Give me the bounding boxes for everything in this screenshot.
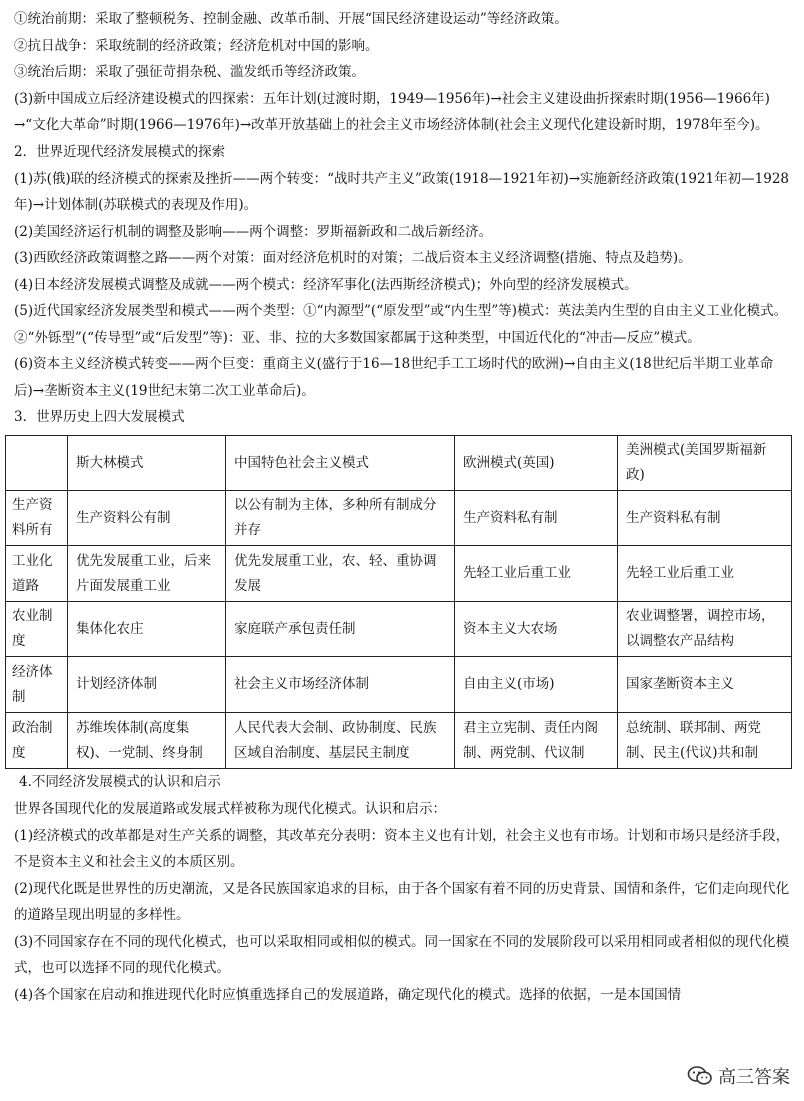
paragraph: ②抗日战争：采取统制的经济政策；经济危机对中国的影响。	[14, 37, 379, 54]
paragraph: (2)美国经济运行机制的调整及影响——两个调整：罗斯福新政和二战后新经济。	[14, 223, 493, 240]
table-cell: 家庭联产承包责任制	[226, 602, 455, 657]
table-cell: 优先发展重工业，后来片面发展重工业	[68, 546, 226, 602]
section-heading: 3．世界历史上四大发展模式	[14, 409, 185, 425]
table-header-row	[6, 436, 792, 491]
row-header-cell: 政治制度	[6, 713, 68, 769]
paragraph: (3)西欧经济政策调整之路——两个对策：面对经济危机时的对策；二战后资本主义经济调整(措施、特点及趋势)。	[14, 250, 692, 266]
paragraph: ①统治前期：采取了整顿税务、控制金融、改革币制、开展“国民经济建设运动”等经济政策。	[14, 11, 568, 27]
table-cell: 君主立宪制、责任内阁制、两党制、代议制	[455, 713, 618, 769]
paragraph: (3)新中国成立后经济建设模式的四探索：五年计划(过渡时期，1949—1956年)→社会主义建设曲折探索时期(1956—1966年)→“文化大革命”时期(1966—1976年)→改革开放基础上的社会主义市场经济体制(社会主义现代化建设新时期，1978年至今)。	[14, 90, 770, 133]
table-header-cell: 美洲模式(美国罗斯福新政)	[618, 436, 792, 491]
table-cell: 计划经济体制	[68, 657, 226, 713]
paragraph: (4)各个国家在启动和推进现代化时应慎重选择自己的发展道路，确定现代化的模式。选择的依据，一是本国国情	[14, 986, 682, 1003]
development-models-table	[5, 435, 792, 769]
row-header-cell: 生产资料所有	[6, 491, 68, 546]
watermark-text: 高三答案	[718, 1067, 790, 1088]
table-row	[6, 546, 792, 602]
paragraph: (2)现代化既是世界性的历史潮流，又是各民族国家追求的目标，由于各个国家有着不同的历史背景、国情和条件，它们走向现代化的道路呈现出明显的多样性。	[14, 880, 790, 923]
table-cell: 生产资料私有制	[618, 491, 792, 546]
table-header-cell: 斯大林模式	[68, 436, 226, 491]
section-heading: 4.不同经济发展模式的认识和启示	[19, 774, 221, 790]
table-row	[6, 491, 792, 546]
watermark	[687, 1063, 790, 1089]
paragraph: 世界各国现代化的发展道路或发展式样被称为现代化模式。认识和启示：	[14, 801, 446, 817]
row-header-cell: 工业化道路	[6, 546, 68, 602]
table-cell: 先轻工业后重工业	[618, 546, 792, 602]
table-row	[6, 602, 792, 657]
table-cell: 国家垄断资本主义	[618, 657, 792, 713]
paragraph: (6)资本主义经济模式转变——两个巨变：重商主义(盛行于16—18世纪手工工场时代的欧洲)→自由主义(18世纪后半期工业革命后)→垄断资本主义(19世纪末第二次工业革命后)。	[14, 356, 774, 399]
table-cell: 生产资料公有制	[68, 491, 226, 546]
table-cell: 总统制、联邦制、两党制、民主(代议)共和制	[618, 713, 792, 769]
paragraph: (1)苏(俄)联的经济模式的探索及挫折——两个转变：“战时共产主义”政策(1918—1921年初)→实施新经济政策(1921年初—1928年)→计划体制(苏联模式的表现及作用)。	[14, 170, 789, 213]
table-row	[6, 657, 792, 713]
wechat-icon	[687, 1065, 713, 1087]
table-cell: 人民代表大会制、政协制度、民族区域自治制度、基层民主制度	[226, 713, 455, 769]
table-cell: 先轻工业后重工业	[455, 546, 618, 602]
document-page	[14, 6, 792, 1008]
table-cell: 农业调整署，调控市场，以调整农产品结构	[618, 602, 792, 657]
paragraph: (5)近代国家经济发展类型和模式——两个类型：①“内源型”(“原发型”或“内生型”等)模式：英法美内生型的自由主义工业化模式。②“外铄型”(“传导型”或“后发型”等)：亚、非、拉的大多数国家都属于这种类型，中国近代化的“冲击—反应”模式。	[14, 303, 788, 346]
table-row	[6, 713, 792, 769]
table-header-cell: 中国特色社会主义模式	[226, 436, 455, 491]
paragraph: ③统治后期：采取了强征苛捐杂税、滥发纸币等经济政策。	[14, 64, 365, 80]
table-cell: 优先发展重工业，农、轻、重协调发展	[226, 546, 455, 602]
table-cell: 以公有制为主体，多种所有制成分并存	[226, 491, 455, 546]
row-header-cell: 经济体制	[6, 657, 68, 713]
table-cell: 生产资料私有制	[455, 491, 618, 546]
table-header-cell	[6, 436, 68, 491]
table-cell: 集体化农庄	[68, 602, 226, 657]
table-cell: 社会主义市场经济体制	[226, 657, 455, 713]
section-heading: 2．世界近现代经济发展模式的探索	[14, 143, 226, 160]
table-cell: 资本主义大农场	[455, 602, 618, 657]
table-cell: 苏维埃体制(高度集权)、一党制、终身制	[68, 713, 226, 769]
paragraph: (4)日本经济发展模式调整及成就——两个模式：经济军事化(法西斯经济模式)；外向型的经济发展模式。	[14, 276, 638, 293]
paragraph: (1)经济模式的改革都是对生产关系的调整，其改革充分表明：资本主义也有计划，社会主义也有市场。计划和市场只是经济手段，不是资本主义和社会主义的本质区别。	[14, 827, 790, 870]
table-header-cell: 欧洲模式(英国)	[455, 436, 618, 491]
paragraph: (3)不同国家存在不同的现代化模式，也可以采取相同或相似的模式。同一国家在不同的发展阶段可以采用相同或者相似的现代化模式，也可以选择不同的现代化模式。	[14, 933, 790, 976]
row-header-cell: 农业制度	[6, 602, 68, 657]
table-cell: 自由主义(市场)	[455, 657, 618, 713]
